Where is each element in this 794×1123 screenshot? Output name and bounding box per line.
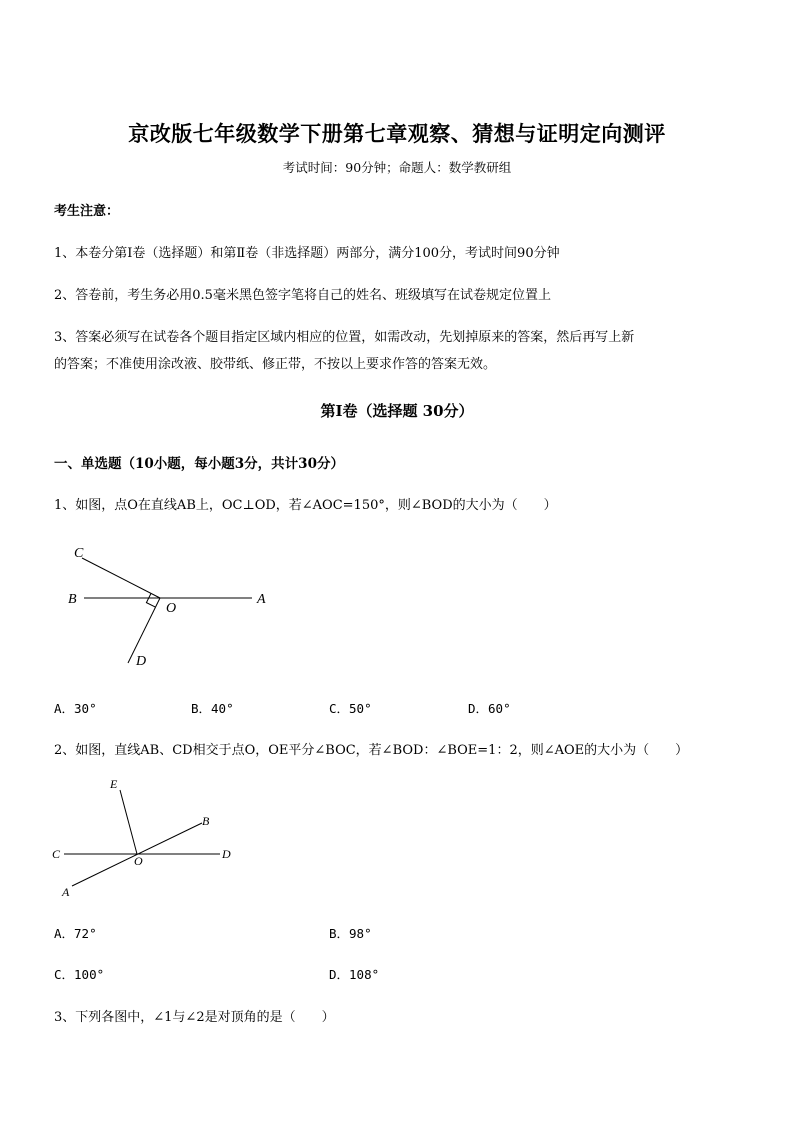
question-2-option-c[interactable]: C．100° [54, 967, 105, 982]
label-o: O [134, 854, 143, 868]
question-2-option-d[interactable]: D．108° [329, 967, 380, 982]
notice-item-2: 2、答卷前，考生务必用0.5毫米黑色签字笔将自己的姓名、班级填写在试卷规定位置上 [54, 288, 551, 303]
ray-oe [120, 790, 137, 854]
question-2-text: 2、如图，直线AB、CD相交于点O，OE平分∠BOC，若∠BOD：∠BOE=1：2，则∠AOE的大小为（ ） [54, 743, 689, 758]
exam-subtitle: 考试时间：90分钟；命题人：数学教研组 [282, 160, 512, 175]
question-1-option-a[interactable]: A．30° [54, 701, 97, 716]
label-c: C [52, 847, 61, 861]
question-1-text: 1、如图，点O在直线AB上，OC⊥OD，若∠AOC=150°，则∠BOD的大小为（ ） [54, 498, 557, 513]
label-b: B [68, 592, 77, 607]
question-1-option-c[interactable]: C．50° [329, 701, 372, 716]
notice-heading: 考生注意： [54, 204, 120, 219]
label-b: B [202, 814, 210, 828]
question-1-figure [50, 535, 290, 670]
question-2-figure [50, 772, 250, 902]
section-title: 第Ⅰ卷（选择题 30分） [320, 402, 474, 420]
part-title: 一、单选题（10小题，每小题3分，共计30分） [54, 456, 344, 472]
notice-item-1: 1、本卷分第Ⅰ卷（选择题）和第Ⅱ卷（非选择题）两部分，满分100分，考试时间90分钟 [54, 246, 560, 261]
label-a: A [257, 592, 266, 607]
question-2-option-a[interactable]: A．72° [54, 926, 97, 941]
notice-item-3-continued: 的答案；不准使用涂改液、胶带纸、修正带，不按以上要求作答的答案无效。 [54, 357, 497, 372]
label-e: E [110, 777, 118, 791]
question-2-option-b[interactable]: B．98° [329, 926, 372, 941]
label-o: O [166, 601, 177, 616]
exam-title: 京改版七年级数学下册第七章观察、猜想与证明定向测评 [128, 121, 666, 146]
label-a: A [62, 885, 70, 899]
label-d: D [222, 847, 231, 861]
notice-item-3: 3、答案必须写在试卷各个题目指定区域内相应的位置，如需改动，先划掉原来的答案，然后再写上新 [54, 330, 635, 345]
question-3-text: 3、下列各图中，∠1与∠2是对顶角的是（ ） [54, 1010, 335, 1025]
ray-oc [82, 558, 160, 598]
question-1-option-d[interactable]: D．60° [468, 701, 511, 716]
question-1-option-b[interactable]: B．40° [191, 701, 234, 716]
label-c: C [74, 546, 84, 561]
label-d: D [136, 654, 147, 669]
